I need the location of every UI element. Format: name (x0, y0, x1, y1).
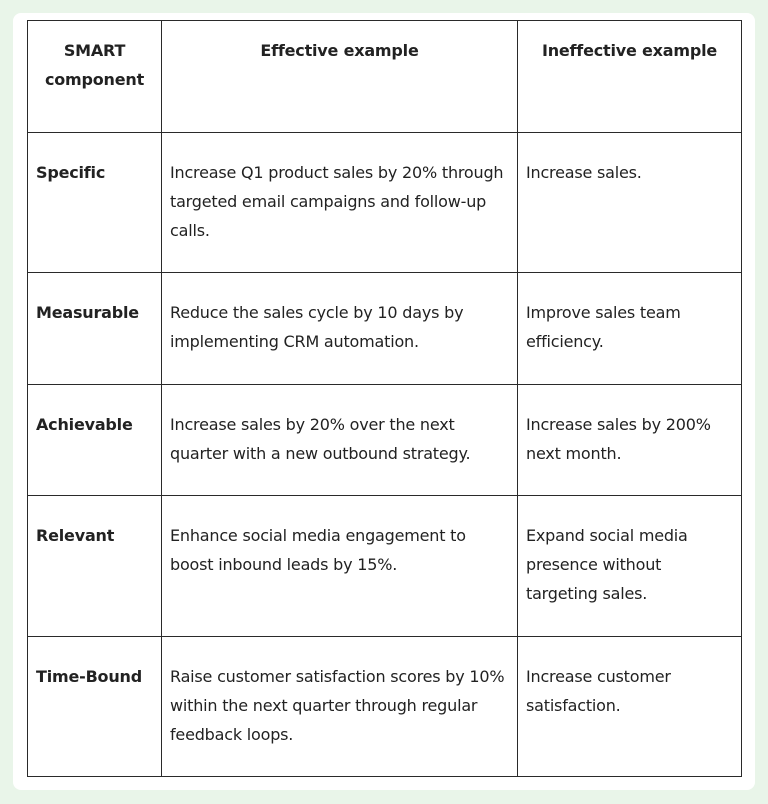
table-row (28, 133, 742, 273)
effective-cell: Raise customer satisfaction scores by 10% within the next quarter through regular feedback loops. (162, 637, 518, 777)
table-row (28, 496, 742, 637)
component-cell: Measurable (28, 273, 162, 385)
table-header-row (28, 21, 742, 133)
ineffective-cell: Expand social media presence without targeting sales. (518, 496, 742, 637)
component-cell: Time-Bound (28, 637, 162, 777)
effective-cell: Reduce the sales cycle by 10 days by implementing CRM automation. (162, 273, 518, 385)
header-smart-component: SMART component (28, 21, 162, 133)
table-row (28, 385, 742, 496)
table-row (28, 637, 742, 777)
effective-cell: Enhance social media engagement to boost inbound leads by 15%. (162, 496, 518, 637)
component-cell: Specific (28, 133, 162, 273)
content-card (13, 13, 755, 790)
component-cell: Relevant (28, 496, 162, 637)
header-ineffective-example: Ineffective example (518, 21, 742, 133)
component-cell: Achievable (28, 385, 162, 496)
table-row (28, 273, 742, 385)
ineffective-cell: Increase sales. (518, 133, 742, 273)
effective-cell: Increase Q1 product sales by 20% through targeted email campaigns and follow-up calls. (162, 133, 518, 273)
header-effective-example: Effective example (162, 21, 518, 133)
ineffective-cell: Increase customer satisfaction. (518, 637, 742, 777)
smart-goals-table (27, 20, 742, 777)
effective-cell: Increase sales by 20% over the next quarter with a new outbound strategy. (162, 385, 518, 496)
ineffective-cell: Improve sales team efficiency. (518, 273, 742, 385)
ineffective-cell: Increase sales by 200% next month. (518, 385, 742, 496)
